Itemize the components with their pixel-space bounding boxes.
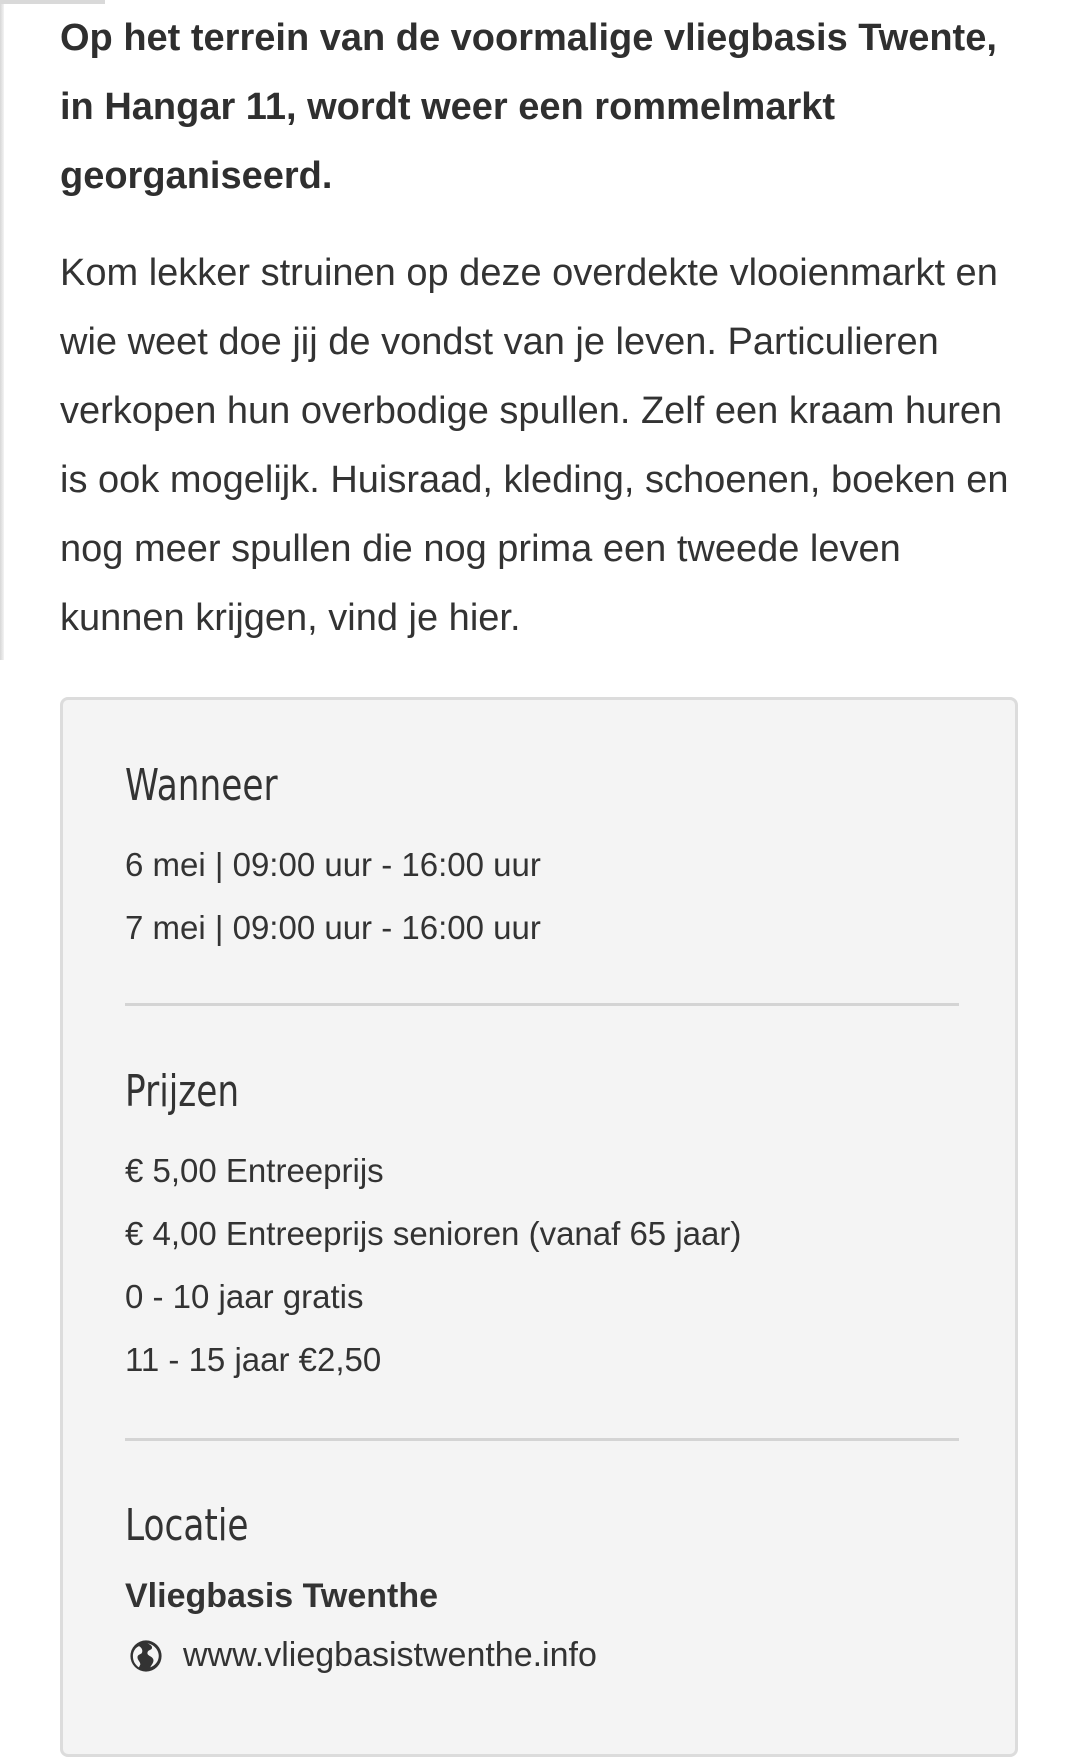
section-divider — [125, 1003, 959, 1006]
date-line: 7 mei | 09:00 uur - 16:00 uur — [125, 909, 541, 946]
price-line: 11 - 15 jaar €2,50 — [125, 1341, 382, 1378]
when-title: Wanneer — [125, 760, 278, 811]
price-line: € 5,00 Entreeprijs — [125, 1152, 384, 1189]
price-line: € 4,00 Entreeprijs senioren (vanaf 65 jaar) — [125, 1215, 742, 1252]
left-edge-shadow — [0, 0, 4, 660]
when-section — [125, 760, 959, 959]
location-title: Locatie — [125, 1500, 249, 1551]
article-body: Kom lekker struinen op deze overdekte vlooienmarkt en wie weet doe jij de vondst van je leven. Particulieren verkopen hun overbodige spullen. Zelf een kraam huren is ook mogelijk. Huisraad, kleding, schoenen, boeken en nog meer spullen die nog prima een tweede leven kunnen krijgen, vind je hier. — [60, 252, 1009, 639]
article-content — [60, 0, 1020, 653]
prices-section — [125, 1066, 959, 1391]
article-intro: Op het terrein van de voormalige vliegbasis Twente, in Hangar 11, wordt weer een rommelmarkt georganiseerd. — [60, 17, 997, 197]
date-line: 6 mei | 09:00 uur - 16:00 uur — [125, 846, 541, 883]
globe-icon — [129, 1639, 163, 1673]
website-link[interactable]: www.vliegbasistwenthe.info — [183, 1636, 597, 1674]
prices-title: Prijzen — [125, 1066, 240, 1117]
location-section — [125, 1500, 959, 1675]
website-row — [125, 1636, 959, 1675]
venue-name: Vliegbasis Twenthe — [125, 1577, 439, 1615]
price-line: 0 - 10 jaar gratis — [125, 1278, 364, 1315]
section-divider — [125, 1438, 959, 1441]
event-info-box — [60, 697, 1018, 1757]
